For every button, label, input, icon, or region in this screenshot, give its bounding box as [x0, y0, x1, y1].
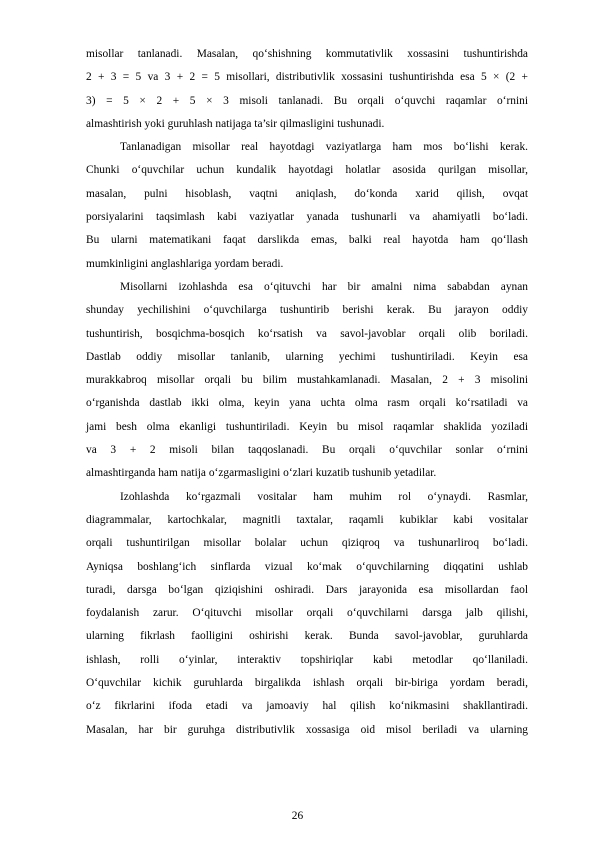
text-line: porsiyalarini taqsimlash kabi vaziyatlar yanada tushunarli va ahamiyatli bo‘ladi. [86, 211, 528, 224]
text-line: misollar tanlanadi. Masalan, qo‘shishning kommutativlik xossasini tushuntirishda [86, 48, 528, 60]
text-line: almashtirish yoki guruhlash natijaga ta’sir qilmasligini tushunadi. [86, 117, 385, 130]
document-body [86, 43, 528, 742]
text-line: murakkabroq misollar orqali bu bilim mustahkamlanadi. Masalan, 2 + 3 misolini [86, 374, 528, 387]
text-line: tushuntirish, bosqichma-bosqich ko‘rsatish va savol-javoblar orqali olib boriladi. [86, 327, 528, 340]
text-line: Chunki o‘quvchilar uchun kundalik hayotdagi holatlar asosida qurilgan misollar, [86, 164, 528, 177]
text-line: 3) = 5 × 2 + 5 × 3 misoli tanlanadi. Bu orqali o‘quvchi raqamlar o‘rnini [86, 94, 528, 107]
text-line: masalan, pulni hisoblash, vaqtni aniqlash, do‘konda xarid qilish, ovqat [86, 187, 528, 200]
paragraph-2 [86, 136, 528, 276]
text-line: ularning fikrlash faolligini oshirishi kerak. Bunda savol-javoblar, guruhlarda [86, 630, 528, 643]
text-line: o‘rganishda dastlab ikki olma, keyin yana uchta olma rasm orqali ko‘rsatiladi va [86, 397, 528, 410]
text-line: turadi, darsga bo‘lgan qiziqishini oshiradi. Dars jarayonida esa misollardan faol [86, 583, 528, 596]
text-line: mumkinligini anglashlariga yordam beradi. [86, 257, 284, 270]
text-line: Tanlanadigan misollar real hayotdagi vaziyatlarga ham mos bo‘lishi kerak. [120, 141, 528, 154]
text-line: almashtirganda ham natija o‘zgarmasligini o‘zlari kuzatib tushunib yetadilar. [86, 467, 437, 480]
text-line: o‘z fikrlarini ifoda etadi va jamoaviy hal qilish ko‘nikmasini shakllantiradi. [86, 700, 528, 713]
text-line: Misollarni izohlashda esa o‘qituvchi har bir amalni nima sababdan aynan [120, 280, 528, 293]
paragraph-4 [86, 486, 528, 742]
text-line: Izohlashda ko‘rgazmali vositalar ham muhim rol o‘ynaydi. Rasmlar, [120, 490, 528, 503]
text-line: O‘quvchilar kichik guruhlarda birgalikda ishlash orqali bir-biriga yordam beradi, [86, 677, 528, 690]
text-line: diagrammalar, kartochkalar, magnitli taxtalar, raqamli kubiklar kabi vositalar [86, 513, 528, 526]
text-line: Dastlab oddiy misollar tanlanib, ularning yechimi tushuntiriladi. Keyin esa [86, 350, 528, 363]
text-line: 2 + 3 = 5 va 3 + 2 = 5 misollari, distributivlik xossasini tushuntirishda esa 5 × (2 + [86, 71, 528, 84]
text-line: foydalanish zarur. O‘qituvchi misollar orqali o‘quvchilarni darsga jalb qilishi, [86, 607, 528, 620]
text-line: orqali tushuntirilgan misollar bolalar uchun qiziqroq va tushunarliroq bo‘ladi. [86, 537, 528, 550]
text-line: Ayniqsa boshlang‘ich sinflarda vizual ko‘mak o‘quvchilarning diqqatini ushlab [86, 560, 528, 573]
paragraph-1 [86, 43, 528, 136]
text-line: Bu ularni matematikani faqat darslikda emas, balki real hayotda ham qo‘llash [86, 234, 528, 247]
page-number: 26 [291, 810, 304, 822]
text-line: jami besh olma ekanligi tushuntiriladi. Keyin bu misol raqamlar shaklida yoziladi [86, 420, 528, 433]
text-line: shunday yechilishini o‘quvchilarga tushuntirib berishi kerak. Bu jarayon oddiy [86, 304, 528, 317]
text-line: Masalan, har bir guruhga distributivlik xossasiga oid misol beriladi va ularning [86, 723, 528, 736]
paragraph-3 [86, 276, 528, 486]
text-line: ishlash, rolli o‘yinlar, interaktiv topshiriqlar kabi metodlar qo‘llaniladi. [86, 653, 528, 666]
text-line: va 3 + 2 misoli bilan taqqoslanadi. Bu orqali o‘quvchilar sonlar o‘rnini [86, 444, 528, 457]
